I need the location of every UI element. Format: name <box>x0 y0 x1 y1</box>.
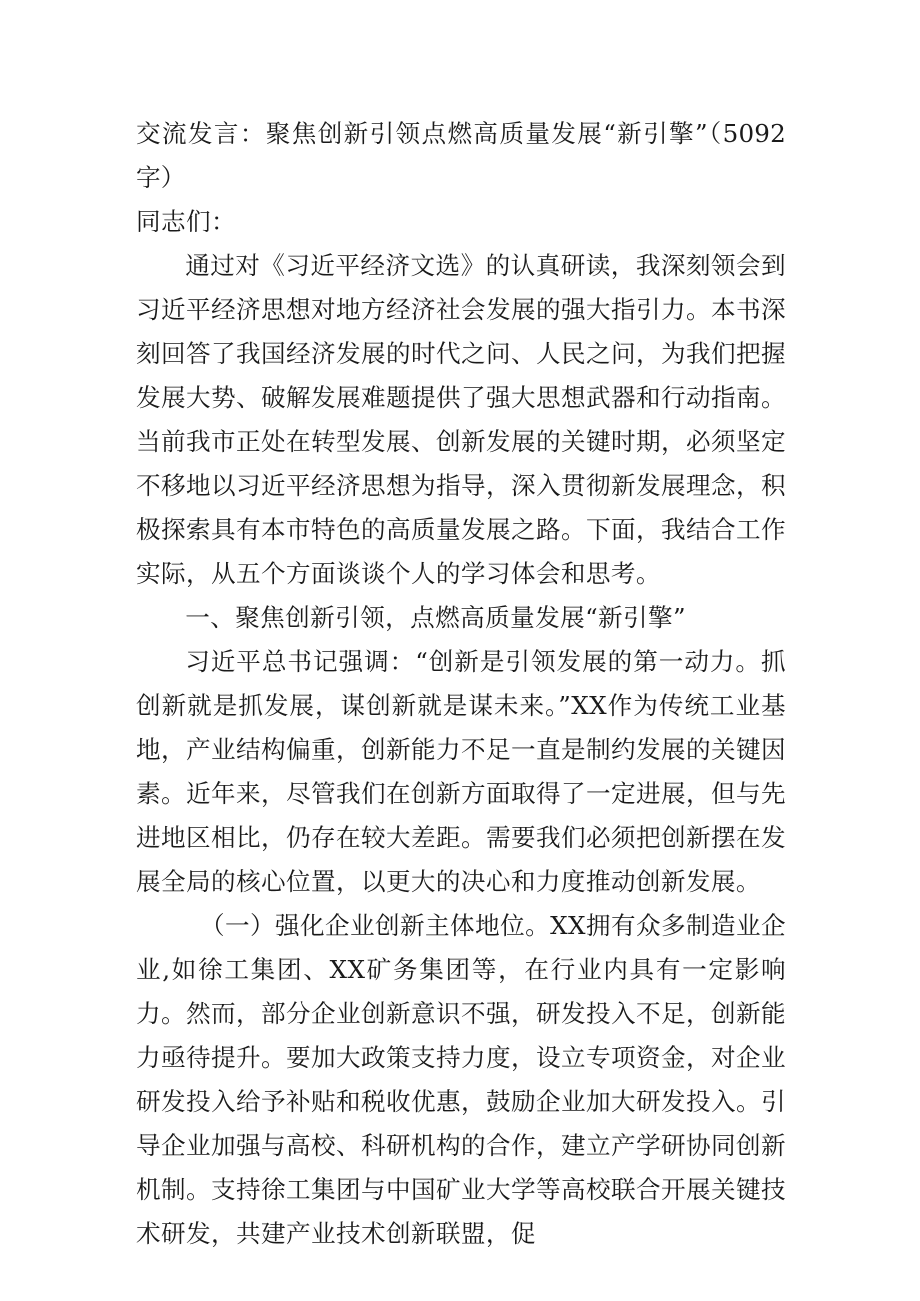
section-heading-1: 一、聚焦创新引领，点燃高质量发展“新引擎” <box>185 603 687 632</box>
subsection-1-paragraph: （一）强化企业创新主体地位。XX拥有众多制造业企业,如徐工集团、XX矿务集团等，在行业内具有一定影响力。然而，部分企业创新意识不强，研发投入不足，创新能力亟待提升。要加大政策支持力度，设立专项资金，对企业研发投入给予补贴和税收优惠，鼓励企业加大研发投入。引导企业加强与高校、科研机构的合作，建立产学研协同创新机制。支持徐工集团与中国矿业大学等高校联合开展关键技术研发，共建产业技术创新联盟，促 <box>136 911 786 1248</box>
section-1-paragraph: 习近平总书记强调：“创新是引领发展的第一动力。抓创新就是抓发展，谋创新就是谋未来。”XX作为传统工业基地，产业结构偏重，创新能力不足一直是制约发展的关键因素。近年来，尽管我们在创新方面取得了一定进展，但与先进地区相比，仍存在较大差距。需要我们必须把创新摆在发展全局的核心位置，以更大的决心和力度推动创新发展。 <box>136 647 786 896</box>
document-body <box>136 112 786 1256</box>
intro-paragraph: 通过对《习近平经济文选》的认真研读，我深刻领会到习近平经济思想对地方经济社会发展的强大指引力。本书深刻回答了我国经济发展的时代之问、人民之问，为我们把握发展大势、破解发展难题提供了强大思想武器和行动指南。当前我市正处在转型发展、创新发展的关键时期，必须坚定不移地以习近平经济思想为指导，深入贯彻新发展理念，积极探索具有本市特色的高质量发展之路。下面，我结合工作实际，从五个方面谈谈个人的学习体会和思考。 <box>136 251 786 588</box>
document-title: 交流发言：聚焦创新引领点燃高质量发展“新引擎”（5092字） <box>136 119 786 192</box>
salutation: 同志们： <box>136 207 236 236</box>
